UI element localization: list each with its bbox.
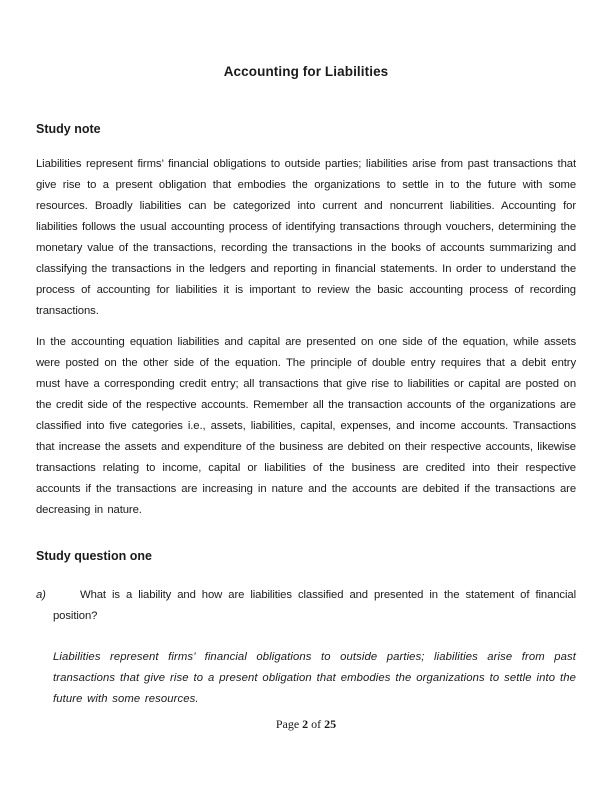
question-text: What is a liability and how are liabilities classified and presented in the statement of financial position? — [53, 589, 576, 622]
question-item — [36, 585, 576, 627]
page-title: Accounting for Liabilities — [223, 64, 389, 79]
page-footer — [0, 716, 612, 732]
study-note-paragraph-2: In the accounting equation liabilities and capital are presented on one side of the equation, while assets were posted on the other side of the equation. The principle of double entry requires that a debit entry must have a corresponding credit entry; all transactions that give rise to liabilities or capital are posted on the credit side of the respective accounts. Remember all the transaction accounts of the organizations are classified into five categories i.e., assets, liabilities, capital, expenses, and income accounts. Transactions that increase the assets and expenditure of the business are debited on their respective accounts, likewise transactions relating to income, capital or liabilities of the business are credited into their respective accounts if the transactions are increasing in nature and the accounts are debited if the transactions are decreasing in nature. — [36, 336, 576, 516]
footer-page-number: 2 — [302, 717, 309, 731]
study-question-heading: Study question one — [36, 549, 152, 563]
question-label: a) — [36, 589, 46, 601]
answer-paragraph: Liabilities represent firms’ financial obligations to outside parties; liabilities arise from past transactions that give rise to a present obligation that embodies the organizations to settle into the future with some resources. — [53, 651, 576, 705]
study-note-heading: Study note — [36, 122, 101, 136]
footer-of-label: of — [311, 717, 322, 731]
footer-total-pages: 25 — [324, 717, 337, 731]
footer-page-label: Page — [275, 717, 300, 731]
study-note-paragraph-1: Liabilities represent firms’ financial obligations to outside parties; liabilities arise from past transactions that give rise to a present obligation that embodies the organizations to settle in to the future with some resources. Broadly liabilities can be categorized into current and noncurrent liabilities. Accounting for liabilities follows the usual accounting process of identifying transactions through vouchers, determining the monetary value of the transactions, recording the transactions in the books of accounts summarizing and classifying the transactions in the ledgers and reporting in financial statements. In order to understand the process of accounting for liabilities it is important to review the basic accounting process of recording transactions. — [36, 158, 576, 317]
